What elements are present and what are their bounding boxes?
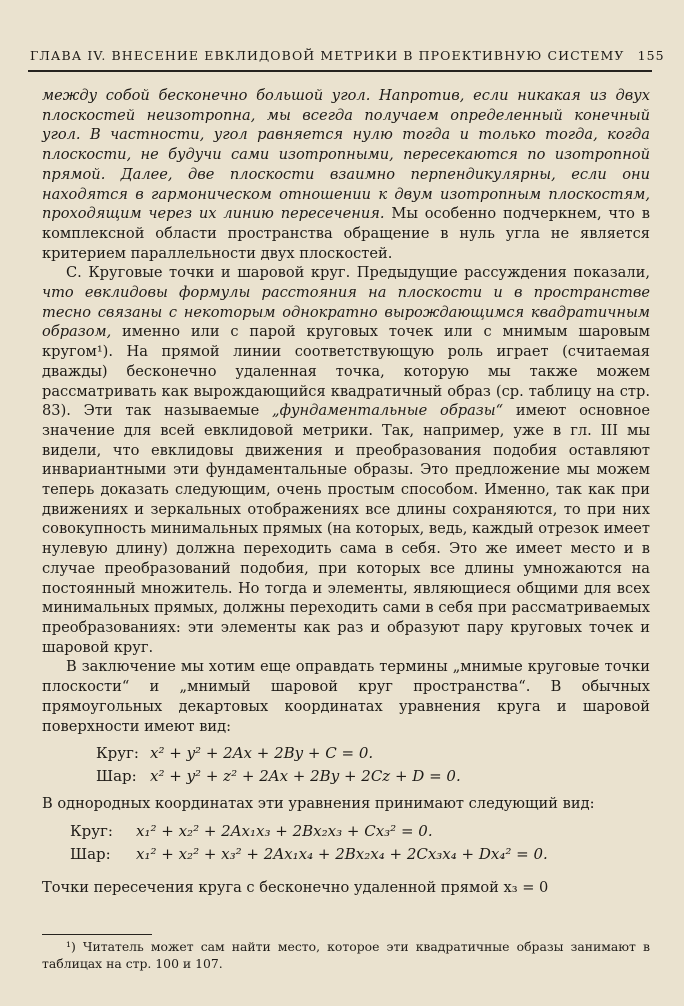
formula-circle-homogeneous xyxy=(70,820,650,843)
formula-equation: x₁² + x₂² + 2Ax₁x₃ + 2Bx₂x₃ + Cx₃² = 0. xyxy=(136,821,433,840)
running-title: ГЛАВА IV. ВНЕСЕНИЕ ЕВКЛИДОВОЙ МЕТРИКИ В ПРОЕКТИВНУЮ СИСТЕМУ xyxy=(30,48,625,63)
paragraph-1 xyxy=(42,86,650,263)
paragraph-2 xyxy=(42,263,650,657)
page-number: 155 xyxy=(637,48,665,63)
formula-sphere-homogeneous xyxy=(70,843,650,866)
header-rule xyxy=(28,70,652,72)
formula-sphere xyxy=(96,765,650,788)
formula-block-2 xyxy=(70,820,650,866)
paragraph-5: Точки пересечения круга с бесконечно удаленной прямой x₃ = 0 xyxy=(42,878,549,896)
para2-text-3: имеют основное значение для всей евклидовой метрики. Так, например, уже в гл. III мы видели, что евклидовы движения и преобразования подобия оставляют инвариантными эти фундаментальные образы. Это предложение мы можем теперь доказать следующим, очень простым способом. Именно, так как при движениях и зеркальных отображениях все длины сохраняются, то при них совокупность минимальных прямых (на которых, ведь, каждый отрезок имеет нулевую длину) должна переходить сама в себя. Это же имеет место и в случае преобразований подобия, при которых все длины умножаются на постоянный множитель. Но тогда и элементы, являющиеся общими для всех минимальных прямых, должны переходить сами в себя при рассматриваемых преобразованиях: эти элементы как раз и образуют пару круговых точек и шаровой круг. xyxy=(42,402,650,656)
para2-text-2: именно или с парой круговых точек или с мнимым шаровым кругом¹). На прямой линии соответствующую роль играет (считаемая дважды) бесконечно удаленная точка, которую мы также можем рассматривать как вырождающийся квадратичный образ (ср. таблицу на стр. 83). Эти так называемые xyxy=(42,323,650,420)
para2-text-1: Предыдущие рассуждения показали, xyxy=(350,264,650,282)
formula-label: Шар: xyxy=(96,767,137,786)
footnote-rule xyxy=(42,934,152,935)
formula-block-1 xyxy=(96,742,650,788)
formula-equation: x² + y² + 2Ax + 2By + C = 0. xyxy=(150,744,374,763)
footnote: ¹) Читатель может сам найти место, которое эти квадратичные образы занимают в таблицах на стр. 100 и 107. xyxy=(42,939,650,971)
para2-italic-2: „фундаментальные образы“ xyxy=(272,402,504,420)
paragraph-4: В однородных координатах эти уравнения принимают следующий вид: xyxy=(42,795,595,813)
section-heading: С. Круговые точки и шаровой круг. xyxy=(66,264,351,282)
formula-label: Круг: xyxy=(70,821,113,840)
running-header xyxy=(30,48,665,63)
para1-plain: Мы особенно подчеркнем, что в комплексной области пространства обращение в нуль угла не является критерием параллельности двух плоскостей. xyxy=(42,205,650,262)
formula-circle xyxy=(96,742,650,765)
para1-italic: между собой бесконечно большой угол. Напротив, если никакая из двух плоскостей неизотропна, мы всегда получаем определенный конечный угол. В частности, угол равняется нулю тогда и только тогда, когда плоскости, не будучи сами изотропными, пересекаются по изотропной прямой. Далее, две плоскости взаимно перпендикулярны, если они находятся в гармоническом отношении к двум изотропным плоскостям, проходящим через их линию пересечения. xyxy=(42,87,650,223)
formula-equation: x₁² + x₂² + x₃² + 2Ax₁x₄ + 2Bx₂x₄ + 2Cx₃x₄ + Dx₄² = 0. xyxy=(136,844,548,863)
para2-italic-1: что евклидовы формулы расстояния на плоскости и в пространстве тесно связаны с некоторым однократно вырождающимся квадратичным образом, xyxy=(42,284,650,341)
body-text xyxy=(42,86,650,898)
formula-equation: x² + y² + z² + 2Ax + 2By + 2Cz + D = 0. xyxy=(150,767,461,786)
paragraph-3: В заключение мы хотим еще оправдать термины „мнимые круговые точки плоскости“ и „мнимый шаровой круг пространства“. В обычных прямоугольных декартовых координатах уравнения круга и шаровой поверхности имеют вид: xyxy=(42,658,650,735)
formula-label: Шар: xyxy=(70,844,111,863)
formula-label: Круг: xyxy=(96,744,139,763)
